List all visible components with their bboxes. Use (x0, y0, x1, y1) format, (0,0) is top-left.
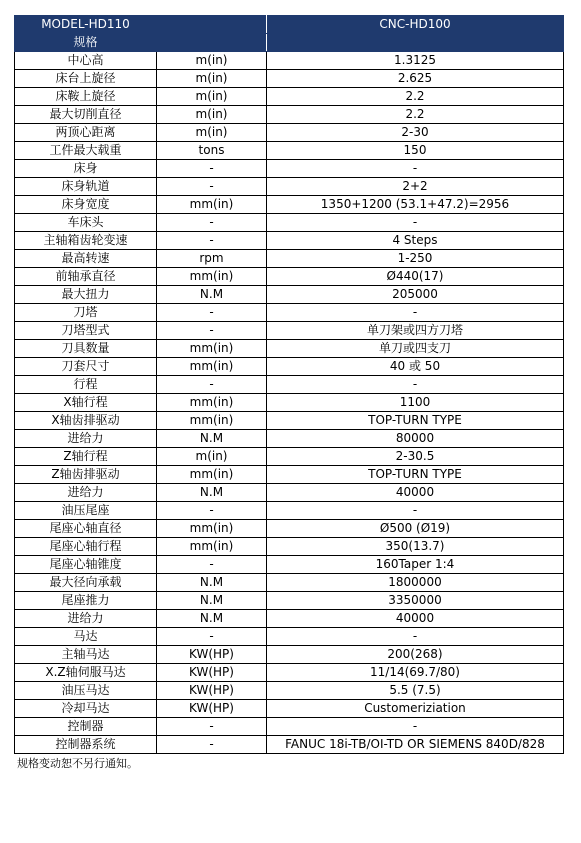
spec-value-cell: 1100 (267, 394, 564, 412)
spec-value-cell: 160Taper 1:4 (267, 556, 564, 574)
spec-name-cell: 床身轨道 (15, 178, 157, 196)
spec-value-cell: 200(268) (267, 646, 564, 664)
spec-unit-cell: mm(in) (157, 538, 267, 556)
spec-name-cell: 尾座心轴锥度 (15, 556, 157, 574)
spec-value-cell: - (267, 718, 564, 736)
spec-unit-cell: - (157, 736, 267, 754)
spec-name-cell: X轴齿排驱动 (15, 412, 157, 430)
spec-name-cell: X轴行程 (15, 394, 157, 412)
spec-name-cell: 刀塔型式 (15, 322, 157, 340)
spec-value-cell: 350(13.7) (267, 538, 564, 556)
spec-value-cell: 11/14(69.7/80) (267, 664, 564, 682)
spec-unit-cell: mm(in) (157, 394, 267, 412)
table-row (15, 448, 564, 466)
spec-name-cell: 尾座推力 (15, 592, 157, 610)
spec-value-cell: - (267, 376, 564, 394)
spec-name-cell: 主轴箱齿轮变速 (15, 232, 157, 250)
spec-value-cell: Customeriziation (267, 700, 564, 718)
spec-value-cell: 40 或 50 (267, 358, 564, 376)
spec-table (14, 15, 564, 754)
spec-unit-cell: - (157, 376, 267, 394)
spec-value-cell: 150 (267, 142, 564, 160)
table-row (15, 538, 564, 556)
table-row (15, 700, 564, 718)
spec-name-cell: 最大切削直径 (15, 106, 157, 124)
spec-name-cell: 前轴承直径 (15, 268, 157, 286)
table-row (15, 466, 564, 484)
spec-unit-cell: N.M (157, 484, 267, 502)
spec-name-cell: 进给力 (15, 484, 157, 502)
machine-name: CNC-HD100 (267, 16, 564, 34)
spec-value-cell: 80000 (267, 430, 564, 448)
unit-header (157, 16, 267, 34)
table-row (15, 304, 564, 322)
spec-value-cell: 40000 (267, 610, 564, 628)
spec-name-cell: 最高转速 (15, 250, 157, 268)
table-row (15, 178, 564, 196)
spec-name-cell: 两顶心距离 (15, 124, 157, 142)
spec-unit-cell: - (157, 556, 267, 574)
table-row (15, 70, 564, 88)
spec-unit-cell: - (157, 718, 267, 736)
spec-name-cell: 控制器系统 (15, 736, 157, 754)
spec-name-cell: 刀套尺寸 (15, 358, 157, 376)
spec-name-cell: 尾座心轴行程 (15, 538, 157, 556)
spec-name-cell: 行程 (15, 376, 157, 394)
spec-value-cell: Ø440(17) (267, 268, 564, 286)
spec-name-cell: 进给力 (15, 610, 157, 628)
spec-unit-cell: N.M (157, 574, 267, 592)
table-row (15, 610, 564, 628)
spec-unit-cell: - (157, 502, 267, 520)
spec-unit-cell: KW(HP) (157, 682, 267, 700)
spec-unit-cell: mm(in) (157, 466, 267, 484)
spec-name-cell: Z轴齿排驱动 (15, 466, 157, 484)
table-header-row (15, 16, 564, 34)
spec-unit-cell: - (157, 232, 267, 250)
spec-unit-cell: m(in) (157, 106, 267, 124)
table-row (15, 160, 564, 178)
spec-unit-cell: mm(in) (157, 196, 267, 214)
spec-value-cell: 2-30.5 (267, 448, 564, 466)
spec-value-cell: TOP-TURN TYPE (267, 412, 564, 430)
table-row (15, 718, 564, 736)
table-row (15, 394, 564, 412)
spec-name-cell: 尾座心轴直径 (15, 520, 157, 538)
spec-name-cell: 中心高 (15, 52, 157, 70)
spec-unit-cell: rpm (157, 250, 267, 268)
spec-unit-cell: m(in) (157, 124, 267, 142)
table-row (15, 736, 564, 754)
spec-unit-cell: - (157, 214, 267, 232)
spec-value-cell: 2+2 (267, 178, 564, 196)
spec-unit-cell: m(in) (157, 88, 267, 106)
spec-unit-cell: N.M (157, 610, 267, 628)
spec-unit-cell: m(in) (157, 70, 267, 88)
spec-name-cell: 马达 (15, 628, 157, 646)
footnote: 规格变动恕不另行通知。 (17, 757, 138, 770)
spec-value-cell: - (267, 502, 564, 520)
spec-value-cell: 1.3125 (267, 52, 564, 70)
table-row (15, 286, 564, 304)
spec-name-cell: 冷却马达 (15, 700, 157, 718)
spec-section-label: 规格 (15, 34, 157, 52)
table-row (15, 196, 564, 214)
spec-name-cell: 床鞍上旋径 (15, 88, 157, 106)
spec-unit-cell: - (157, 178, 267, 196)
spec-value-cell: 单刀或四支刀 (267, 340, 564, 358)
spec-section-value (267, 34, 564, 52)
table-row (15, 322, 564, 340)
spec-name-cell: 刀具数量 (15, 340, 157, 358)
table-row (15, 232, 564, 250)
spec-value-cell: FANUC 18i-TB/OI-TD OR SIEMENS 840D/828 (267, 736, 564, 754)
spec-unit-cell: mm(in) (157, 268, 267, 286)
table-row (15, 484, 564, 502)
table-row (15, 214, 564, 232)
table-row (15, 142, 564, 160)
spec-unit-cell: N.M (157, 592, 267, 610)
spec-name-cell: 车床头 (15, 214, 157, 232)
spec-value-cell: 单刀架或四方刀塔 (267, 322, 564, 340)
spec-name-cell: 最大扭力 (15, 286, 157, 304)
table-row (15, 106, 564, 124)
spec-unit-cell: N.M (157, 286, 267, 304)
spec-value-cell: 1-250 (267, 250, 564, 268)
spec-value-cell: - (267, 628, 564, 646)
spec-value-cell: 5.5 (7.5) (267, 682, 564, 700)
spec-name-cell: 主轴马达 (15, 646, 157, 664)
table-subheader-row (15, 34, 564, 52)
spec-unit-cell: N.M (157, 430, 267, 448)
spec-value-cell: 4 Steps (267, 232, 564, 250)
spec-value-cell: - (267, 214, 564, 232)
spec-unit-cell: m(in) (157, 448, 267, 466)
spec-value-cell: 1800000 (267, 574, 564, 592)
spec-value-cell: Ø500 (Ø19) (267, 520, 564, 538)
spec-unit-cell: mm(in) (157, 520, 267, 538)
table-row (15, 574, 564, 592)
spec-unit-cell: - (157, 304, 267, 322)
spec-unit-cell: tons (157, 142, 267, 160)
table-row (15, 502, 564, 520)
spec-name-cell: 最大径向承载 (15, 574, 157, 592)
table-row (15, 646, 564, 664)
spec-value-cell: TOP-TURN TYPE (267, 466, 564, 484)
spec-unit-cell: - (157, 628, 267, 646)
spec-value-cell: 205000 (267, 286, 564, 304)
table-row (15, 340, 564, 358)
spec-unit-cell: m(in) (157, 52, 267, 70)
spec-name-cell: X.Z轴伺服马达 (15, 664, 157, 682)
table-row (15, 628, 564, 646)
spec-unit-cell: KW(HP) (157, 646, 267, 664)
spec-unit-cell: KW(HP) (157, 664, 267, 682)
table-row (15, 682, 564, 700)
spec-name-cell: 刀塔 (15, 304, 157, 322)
table-row (15, 520, 564, 538)
table-row (15, 250, 564, 268)
table-row (15, 412, 564, 430)
spec-name-cell: Z轴行程 (15, 448, 157, 466)
spec-name-cell: 油压尾座 (15, 502, 157, 520)
spec-unit-cell: mm(in) (157, 358, 267, 376)
spec-unit-cell: mm(in) (157, 340, 267, 358)
spec-unit-cell: mm(in) (157, 412, 267, 430)
table-row (15, 268, 564, 286)
table-row (15, 358, 564, 376)
spec-value-cell: 2.2 (267, 106, 564, 124)
spec-section-unit (157, 34, 267, 52)
spec-value-cell: 2-30 (267, 124, 564, 142)
spec-name-cell: 工件最大载重 (15, 142, 157, 160)
table-row (15, 556, 564, 574)
spec-name-cell: 油压马达 (15, 682, 157, 700)
model-label: MODEL-HD110 (15, 16, 157, 34)
table-row (15, 88, 564, 106)
table-row (15, 124, 564, 142)
spec-value-cell: - (267, 304, 564, 322)
spec-name-cell: 进给力 (15, 430, 157, 448)
spec-value-cell: - (267, 160, 564, 178)
spec-value-cell: 40000 (267, 484, 564, 502)
spec-name-cell: 控制器 (15, 718, 157, 736)
spec-unit-cell: - (157, 322, 267, 340)
spec-unit-cell: - (157, 160, 267, 178)
table-row (15, 664, 564, 682)
spec-value-cell: 2.2 (267, 88, 564, 106)
spec-value-cell: 3350000 (267, 592, 564, 610)
spec-value-cell: 1350+1200 (53.1+47.2)=2956 (267, 196, 564, 214)
spec-name-cell: 床台上旋径 (15, 70, 157, 88)
table-row (15, 430, 564, 448)
table-row (15, 376, 564, 394)
spec-unit-cell: KW(HP) (157, 700, 267, 718)
spec-name-cell: 床身宽度 (15, 196, 157, 214)
spec-name-cell: 床身 (15, 160, 157, 178)
table-row (15, 52, 564, 70)
table-row (15, 592, 564, 610)
spec-value-cell: 2.625 (267, 70, 564, 88)
